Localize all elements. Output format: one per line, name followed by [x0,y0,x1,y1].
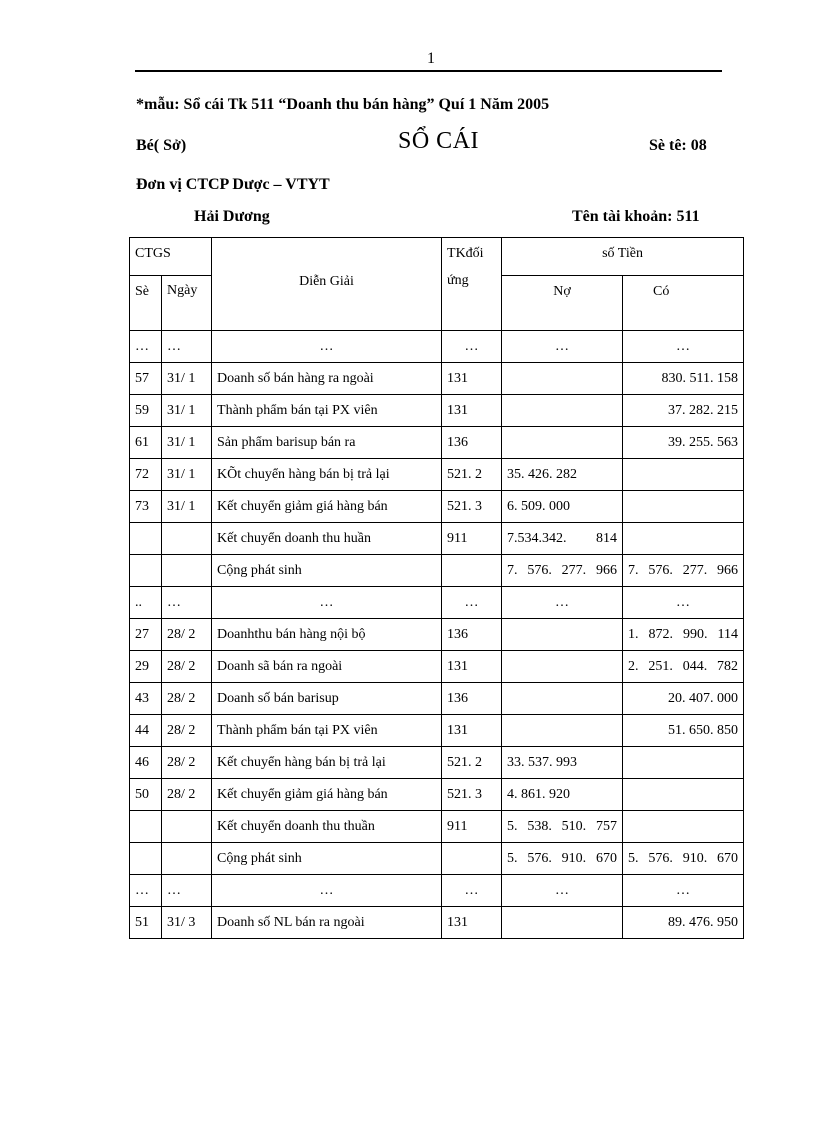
cell-tk-doi-ung [442,555,502,587]
cell-dien-giai: Cộng phát sinh [212,555,442,587]
cell-no: 33. 537. 993 [502,747,623,779]
cell-no: 5. 576. 910. 670 [502,843,623,875]
table-row [130,427,744,459]
cell-co: 20. 407. 000 [623,683,744,715]
header-ctgs: CTGS [130,238,212,276]
cell-tk-doi-ung: 131 [442,907,502,939]
cell-dien-giai: Doanh số bán hàng ra ngoài [212,363,442,395]
table-row [130,683,744,715]
office-label: Bé( Sở) [136,137,187,154]
header-dien-giai: Diễn Giải [212,238,442,331]
cell-co: … [623,875,744,907]
cell-co: 39. 255. 563 [623,427,744,459]
cell-dien-giai: Doanh sã bán ra ngoài [212,651,442,683]
cell-so: 46 [130,747,162,779]
table-row [130,459,744,491]
header-so: Sè [130,276,162,331]
cell-so: 73 [130,491,162,523]
table-row [130,907,744,939]
table-row [130,523,744,555]
cell-so: 44 [130,715,162,747]
cell-ngay [162,555,212,587]
cell-ngay: 28/ 2 [162,619,212,651]
cell-ngay [162,843,212,875]
cell-tk-doi-ung: … [442,875,502,907]
cell-tk-doi-ung: 136 [442,427,502,459]
header-tk-doi-ung: TKđối ứng [442,238,502,331]
table-row [130,779,744,811]
cell-ngay [162,811,212,843]
cell-so: … [130,331,162,363]
cell-no [502,395,623,427]
cell-so: 29 [130,651,162,683]
cell-dien-giai: Doanhthu bán hàng nội bộ [212,619,442,651]
cell-co: … [623,587,744,619]
cell-ngay [162,523,212,555]
table-row [130,619,744,651]
cell-dien-giai: Kết chuyển doanh thu thuần [212,811,442,843]
table-row [130,587,744,619]
cell-dien-giai: Thành phẩm bán tại PX viên [212,715,442,747]
cell-no: 5. 538. 510. 757 [502,811,623,843]
cell-so: 72 [130,459,162,491]
cell-ngay: 28/ 2 [162,651,212,683]
cell-co: … [623,331,744,363]
table-row [130,651,744,683]
cell-co [623,459,744,491]
cell-no: 4. 861. 920 [502,779,623,811]
cell-tk-doi-ung: 911 [442,811,502,843]
cell-dien-giai: Cộng phát sinh [212,843,442,875]
cell-co [623,523,744,555]
cell-so [130,523,162,555]
header-ngay: Ngày [162,276,212,331]
cell-ngay: 31/ 1 [162,459,212,491]
table-row [130,747,744,779]
cell-co: 1. 872. 990. 114 [623,619,744,651]
cell-co: 37. 282. 215 [623,395,744,427]
cell-no [502,619,623,651]
cell-no [502,907,623,939]
cell-ngay: … [162,875,212,907]
cell-ngay: 31/ 3 [162,907,212,939]
table-row [130,715,744,747]
cell-so: 61 [130,427,162,459]
unit-name: Đơn vị CTCP Dược – VTYT [136,176,330,193]
cell-ngay: 31/ 1 [162,427,212,459]
cell-co [623,747,744,779]
cell-co: 5. 576. 910. 670 [623,843,744,875]
cell-no [502,683,623,715]
header-rule [135,70,722,72]
cell-so [130,555,162,587]
cell-co [623,491,744,523]
sheet-number: Sè tê: 08 [649,137,707,154]
cell-co: 51. 650. 850 [623,715,744,747]
cell-tk-doi-ung: 911 [442,523,502,555]
table-row [130,331,744,363]
cell-co: 830. 511. 158 [623,363,744,395]
cell-ngay: 31/ 1 [162,395,212,427]
cell-so: .. [130,587,162,619]
cell-ngay: 28/ 2 [162,715,212,747]
cell-ngay: 31/ 1 [162,491,212,523]
cell-so: 57 [130,363,162,395]
cell-no: 6. 509. 000 [502,491,623,523]
header-co: Có [623,276,744,331]
cell-so: … [130,875,162,907]
cell-dien-giai: Kết chuyển hàng bán bị trả lại [212,747,442,779]
cell-ngay: 28/ 2 [162,747,212,779]
cell-dien-giai: Sản phẩm barisup bán ra [212,427,442,459]
cell-tk-doi-ung: 131 [442,395,502,427]
cell-dien-giai: Kết chuyển giảm giá hàng bán [212,491,442,523]
cell-tk-doi-ung: … [442,331,502,363]
cell-so: 51 [130,907,162,939]
ledger-body [130,331,744,939]
page-number: 1 [427,50,435,67]
cell-tk-doi-ung: 131 [442,363,502,395]
cell-no: … [502,587,623,619]
cell-dien-giai: … [212,875,442,907]
header-so-tien: số Tiền [502,238,744,276]
page-title: SỔ CÁI [398,128,480,154]
cell-so: 27 [130,619,162,651]
cell-dien-giai: … [212,331,442,363]
table-row [130,875,744,907]
cell-tk-doi-ung: … [442,587,502,619]
cell-no [502,363,623,395]
cell-no: 7. 576. 277. 966 [502,555,623,587]
table-row [130,491,744,523]
cell-dien-giai: … [212,587,442,619]
table-row [130,555,744,587]
cell-ngay: 28/ 2 [162,683,212,715]
cell-tk-doi-ung: 521. 2 [442,459,502,491]
cell-dien-giai: KÕt chuyển hàng bán bị trả lại [212,459,442,491]
table-row [130,811,744,843]
cell-no [502,715,623,747]
cell-co: 7. 576. 277. 966 [623,555,744,587]
header-no: Nợ [502,276,623,331]
table-row [130,363,744,395]
cell-no [502,427,623,459]
cell-tk-doi-ung: 131 [442,651,502,683]
cell-tk-doi-ung: 136 [442,683,502,715]
cell-dien-giai: Thành phẩm bán tại PX viên [212,395,442,427]
cell-tk-doi-ung: 521. 2 [442,747,502,779]
cell-no: 35. 426. 282 [502,459,623,491]
cell-tk-doi-ung: 131 [442,715,502,747]
cell-co [623,811,744,843]
cell-ngay: … [162,331,212,363]
cell-dien-giai: Doanh số NL bán ra ngoài [212,907,442,939]
cell-co: 89. 476. 950 [623,907,744,939]
cell-tk-doi-ung [442,843,502,875]
cell-ngay: 31/ 1 [162,363,212,395]
document-caption: *mẫu: Sổ cái Tk 511 “Doanh thu bán hàng” Quí 1 Năm 2005 [136,96,550,113]
cell-co [623,779,744,811]
cell-tk-doi-ung: 521. 3 [442,779,502,811]
cell-dien-giai: Doanh số bán barisup [212,683,442,715]
cell-ngay: 28/ 2 [162,779,212,811]
cell-no: … [502,875,623,907]
ledger-table [129,237,744,939]
cell-dien-giai: Kết chuyển giảm giá hàng bán [212,779,442,811]
table-row [130,843,744,875]
cell-no: … [502,331,623,363]
table-row [130,395,744,427]
cell-no [502,651,623,683]
cell-so [130,811,162,843]
cell-co: 2. 251. 044. 782 [623,651,744,683]
cell-ngay: … [162,587,212,619]
cell-tk-doi-ung: 521. 3 [442,491,502,523]
cell-so: 59 [130,395,162,427]
cell-tk-doi-ung: 136 [442,619,502,651]
cell-so: 50 [130,779,162,811]
unit-location: Hải Dương [194,208,270,225]
account-name: Tên tài khoản: 511 [572,208,700,225]
cell-so [130,843,162,875]
cell-no: 7.534.342. 814 [502,523,623,555]
cell-dien-giai: Kết chuyển doanh thu huần [212,523,442,555]
cell-so: 43 [130,683,162,715]
